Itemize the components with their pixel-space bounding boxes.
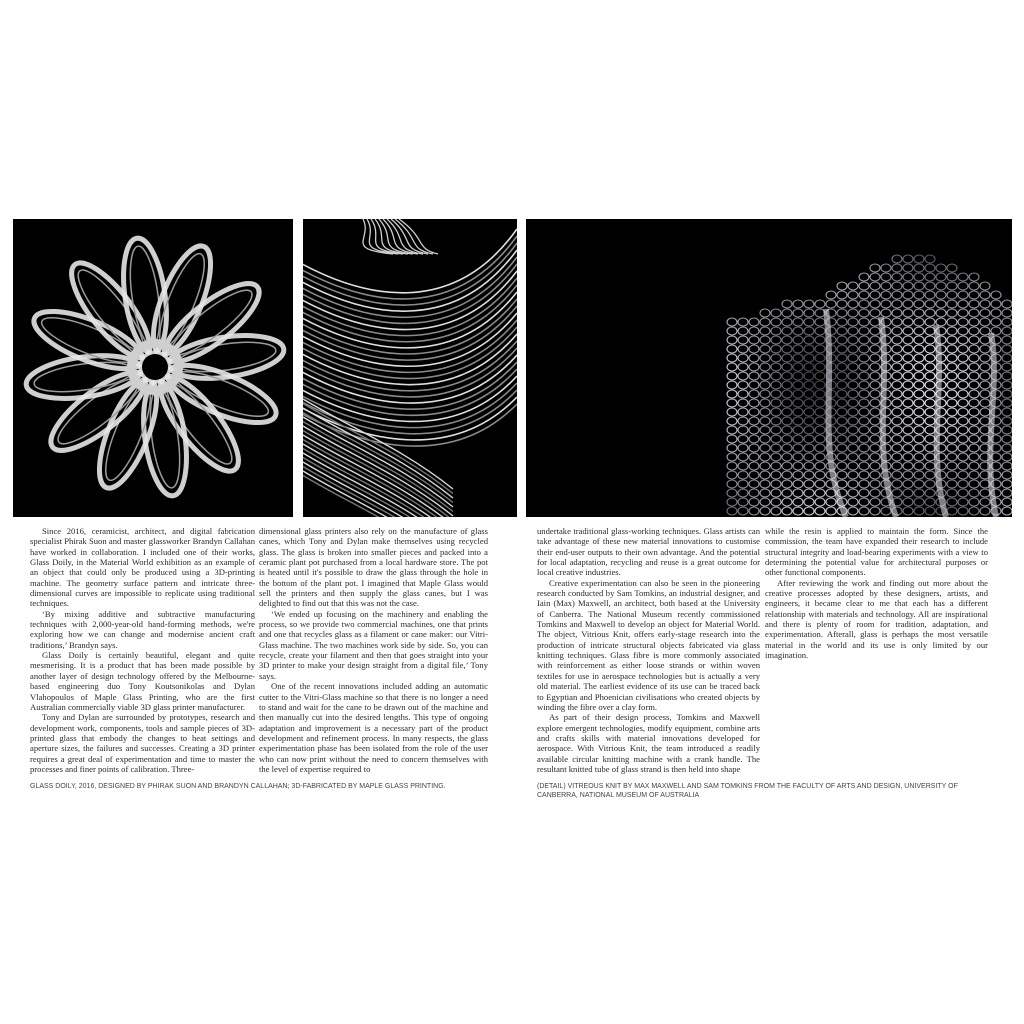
glass-doily-image	[13, 219, 293, 517]
paragraph: dimensional glass printers also rely on the manufacture of glass canes, which Tony and Dylan make themselves using recycled glass. The glass is broken into smaller pieces and packed into a ceramic plant pot purchased from a local hardware store. The pot is heated until it's possible to draw the glass through the hole in the bottom of the plant pot. I imagined that Maple Glass would sell the printers and then supply the glass canes, but I was delighted to find out that this was not the case.	[259, 526, 488, 609]
text-column-3	[537, 526, 760, 774]
ribbon-strand	[303, 327, 517, 379]
paragraph: Glass Doily is certainly beautiful, elegant and quite mesmerising. It is a product that has been made possible by another layer of design technology offered by the Melbourne-based engineering duo Tony Koutsonikolas and Dylan Vlahopoulos of Maple Glass Printing, who are the first Australian commercially viable 3D glass printer manufacturer.	[30, 650, 255, 712]
paragraph: Since 2016, ceramicist, architect, and digital fabrication specialist Phirak Suon and master glassworker Brandyn Callahan have worked in collaboration. I included one of their works, Glass Doily, in the Material World exhibition as an example of an object that could only be produced using a 3D-printing machine. The geometry surface pattern and intricate three-dimensional curves are impossible to replicate using traditional techniques.	[30, 526, 255, 609]
knit-mesh	[727, 255, 1012, 515]
ribbon-strand	[303, 440, 453, 518]
paragraph: Creative experimentation can also be seen in the pioneering research conducted by Sam Tomkins, an industrial designer, and Iain (Max) Maxwell, an architect, both based at the University of Canberra. The National Museum recently commissioned Tomkins and Maxwell to develop an object for Material World. The object, Vitrious Knit, offers early-stage research into the production of intricate structural objects fabricated via glass knitting techniques. Glass fibre is more commonly associated with reinforcement as either loose strands or within woven textiles for use in aerospace technologies but is actually a very old material. The earliest evidence of its use can be traced back to Egyptian and Phoenician civilisations who created objects by winding the fibre over a clay form.	[537, 577, 760, 712]
text-column-4	[765, 526, 988, 660]
paragraph: undertake traditional glass-working techniques. Glass artists can take advantage of these new material innovations to customise their end-user outputs to their own advantage. And the potential for local adaptation, recycling and reuse is a great outcome for local creative industries.	[537, 526, 760, 578]
glass-ribbon-image	[303, 219, 517, 517]
text-column-2	[259, 526, 488, 774]
caption-right: (DETAIL) VITREOUS KNIT BY MAX MAXWELL AND SAM TOMKINS FROM THE FACULTY OF ARTS AND DESIGN, UNIVERSITY OF CANBERRA, NATIONAL MUSEUM OF AUSTRALIA	[537, 783, 958, 799]
vitreous-knit-photo	[526, 219, 1012, 517]
glass-ribbon-photo	[303, 219, 517, 517]
ribbon-strand	[303, 250, 517, 311]
paragraph: Tony and Dylan are surrounded by prototypes, research and development work, components, tools and sample pieces of 3D-printed glass that embody the changes to heat settings and aperture sizes, the failures and successes. Creating a 3D printer requires a great deal of experimentation and time to master the processes and finer points of calibration. Three-	[30, 712, 255, 774]
caption-left: GLASS DOILY, 2016, DESIGNED BY PHIRAK SUON AND BRANDYN CALLAHAN; 3D-FABRICATED BY MAPLE GLASS PRINTING.	[30, 783, 446, 790]
vitreous-knit-image	[526, 219, 1012, 517]
glass-doily-photo	[13, 219, 293, 517]
ribbon-strand	[303, 257, 517, 317]
text-column-1	[30, 526, 255, 774]
paragraph: ‘By mixing additive and subtractive manufacturing techniques with 2,000-year-old hand-forming methods, we're exploring how we can change and modernise ancient craft traditions,’ Brandyn says.	[30, 608, 255, 650]
paragraph: while the resin is applied to maintain the form. Since the commission, the team have expanded their research to include structural integrity and load-bearing experiments with a view to determining the potential value for architectural purposes or other functional components.	[765, 526, 988, 578]
paragraph: ‘We ended up focusing on the machinery and enabling the process, so we provide two commercial machines, one that prints and one that recycles glass as a filament or cane maker: our Vitri-Glass machine. The two machines work side by side. So, you can recycle, create your filament and then that goes straight into your 3D printer to make your design straight from a digital file,’ Tony says.	[259, 608, 488, 681]
paragraph: One of the recent innovations included adding an automatic cutter to the Vitri-Glass machine so that there is no longer a need to stand and wait for the cane to be drawn out of the machine and then manually cut into the desired lengths. This type of ongoing adaptation and improvement is a necessary part of the product development and refinement process. In many respects, the glass experimentation phase has been isolated from the role of the user who can now print without the need to concern themselves with the level of expertise required to	[259, 681, 488, 774]
knit-rib	[936, 325, 946, 517]
paragraph: As part of their design process, Tomkins and Maxwell explore emergent technologies, modify equipment, combine arts and crafts skills with material innovations developed for aerospace. With Vitrious Knit, the team introduced a readily available circular knitting machine with a crank handle. The resultant knitted tube of glass strand is then held into shape	[537, 712, 760, 774]
paragraph: After reviewing the work and finding out more about the creative processes adopted by these designers, artists, and engineers, it became clear to me that each has a different relationship with materials and technology. All are inspirational and there is plenty of room for tradition, adaptation, and experimentation. Afterall, glass is perhaps the most versatile material in the world and its use is only limited by our imagination.	[765, 577, 988, 661]
